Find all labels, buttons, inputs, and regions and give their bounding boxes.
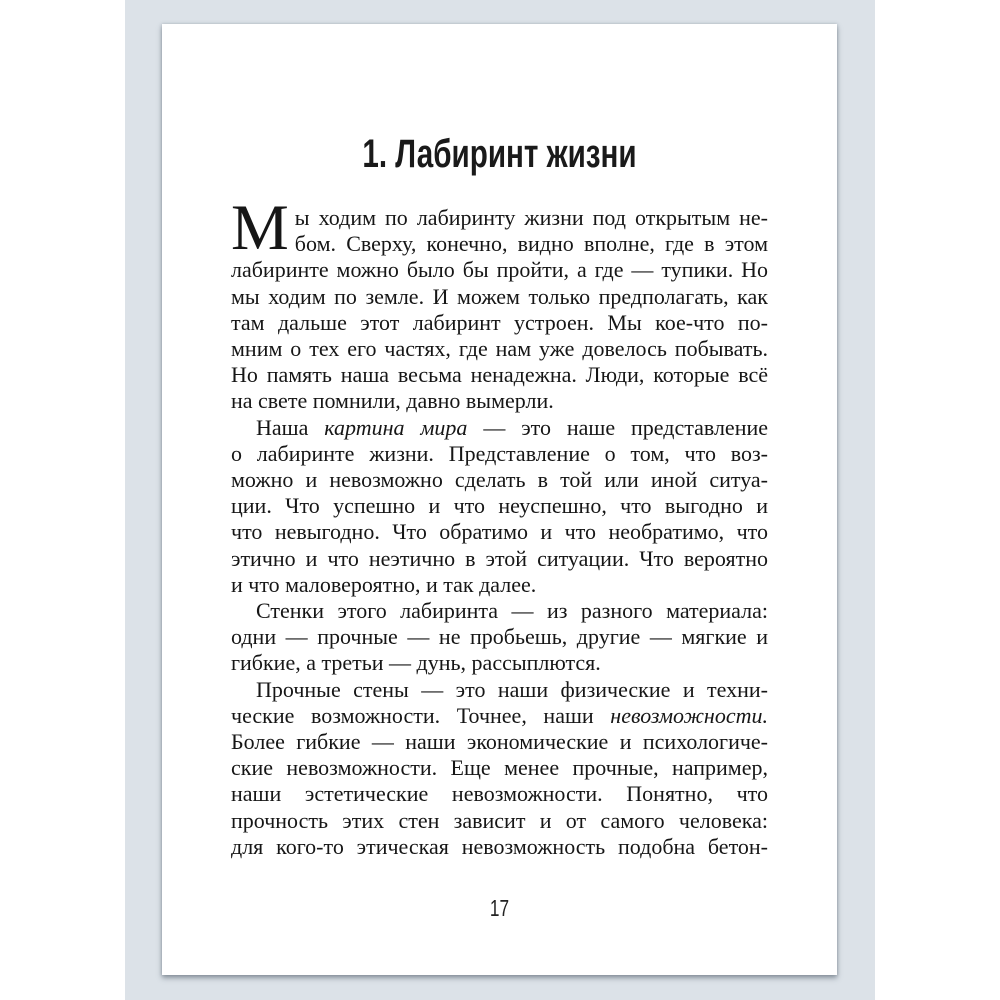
paragraph	[231, 192, 768, 415]
text-line: Но память наша весьма ненадежна. Люди, которые всё	[231, 362, 768, 388]
text-line: гибкие, а третьи — дунь, рассыплются.	[231, 650, 601, 676]
text-line: этично и что неэтично в этой ситуации. Что вероятно	[231, 545, 768, 571]
text-line: там дальше этот лабиринт устроен. Мы кое-что по-	[231, 309, 768, 335]
text-line: можно и невозможно сделать в той или иной ситуа-	[231, 467, 768, 493]
text-line: Более гибкие — наши экономические и психологиче-	[231, 729, 768, 755]
text-line: ческие возможности. Точнее, наши невозможности.	[231, 702, 768, 728]
paragraph	[231, 677, 768, 860]
text-line: наши эстетические невозможности. Понятно, что	[231, 781, 768, 807]
paragraph	[231, 598, 768, 677]
text-line: ы ходим по лабиринту жизни под открытым не-	[294, 205, 768, 230]
text-line: бом. Сверху, конечно, видно вполне, где в этом	[294, 231, 768, 257]
text-line: о лабиринте жизни. Представление о том, что воз-	[231, 440, 768, 466]
paragraph	[231, 415, 768, 598]
text-line: лабиринте можно было бы пройти, а где — тупики. Но	[231, 257, 768, 283]
text-line: ции. Что успешно и что неуспешно, что выгодно и	[231, 493, 768, 519]
text-line: что невыгодно. Что обратимо и что необратимо, что	[231, 519, 768, 545]
text-line: ские невозможности. Еще менее прочные, например,	[231, 755, 768, 781]
text-line: прочность этих стен зависит и от самого человека:	[231, 807, 768, 833]
body-text	[231, 192, 769, 860]
chapter-title: 1. Лабиринт жизни	[362, 132, 637, 176]
text-line: Прочные стены — это наши физические и техни-	[256, 676, 768, 702]
text-line: для кого-то этическая невозможность подобна бетон-	[231, 833, 768, 859]
text-line: и что маловероятно, и так далее.	[231, 571, 537, 597]
book-page	[162, 24, 837, 975]
text-line: мы ходим по земле. И можем только предполагать, как	[231, 283, 768, 309]
text-line: Стенки этого лабиринта — из разного материала:	[256, 598, 768, 624]
text-line: мним о тех его частях, где нам уже довелось побывать.	[231, 336, 768, 362]
text-line: на свете помнили, давно вымерли.	[231, 388, 554, 414]
text-line: Наша картина мира — это наше представление	[256, 414, 769, 440]
page-number: 17	[489, 895, 510, 921]
drop-cap: М	[231, 192, 289, 264]
text-line: одни — прочные — не пробьешь, другие — мягкие и	[231, 624, 768, 650]
